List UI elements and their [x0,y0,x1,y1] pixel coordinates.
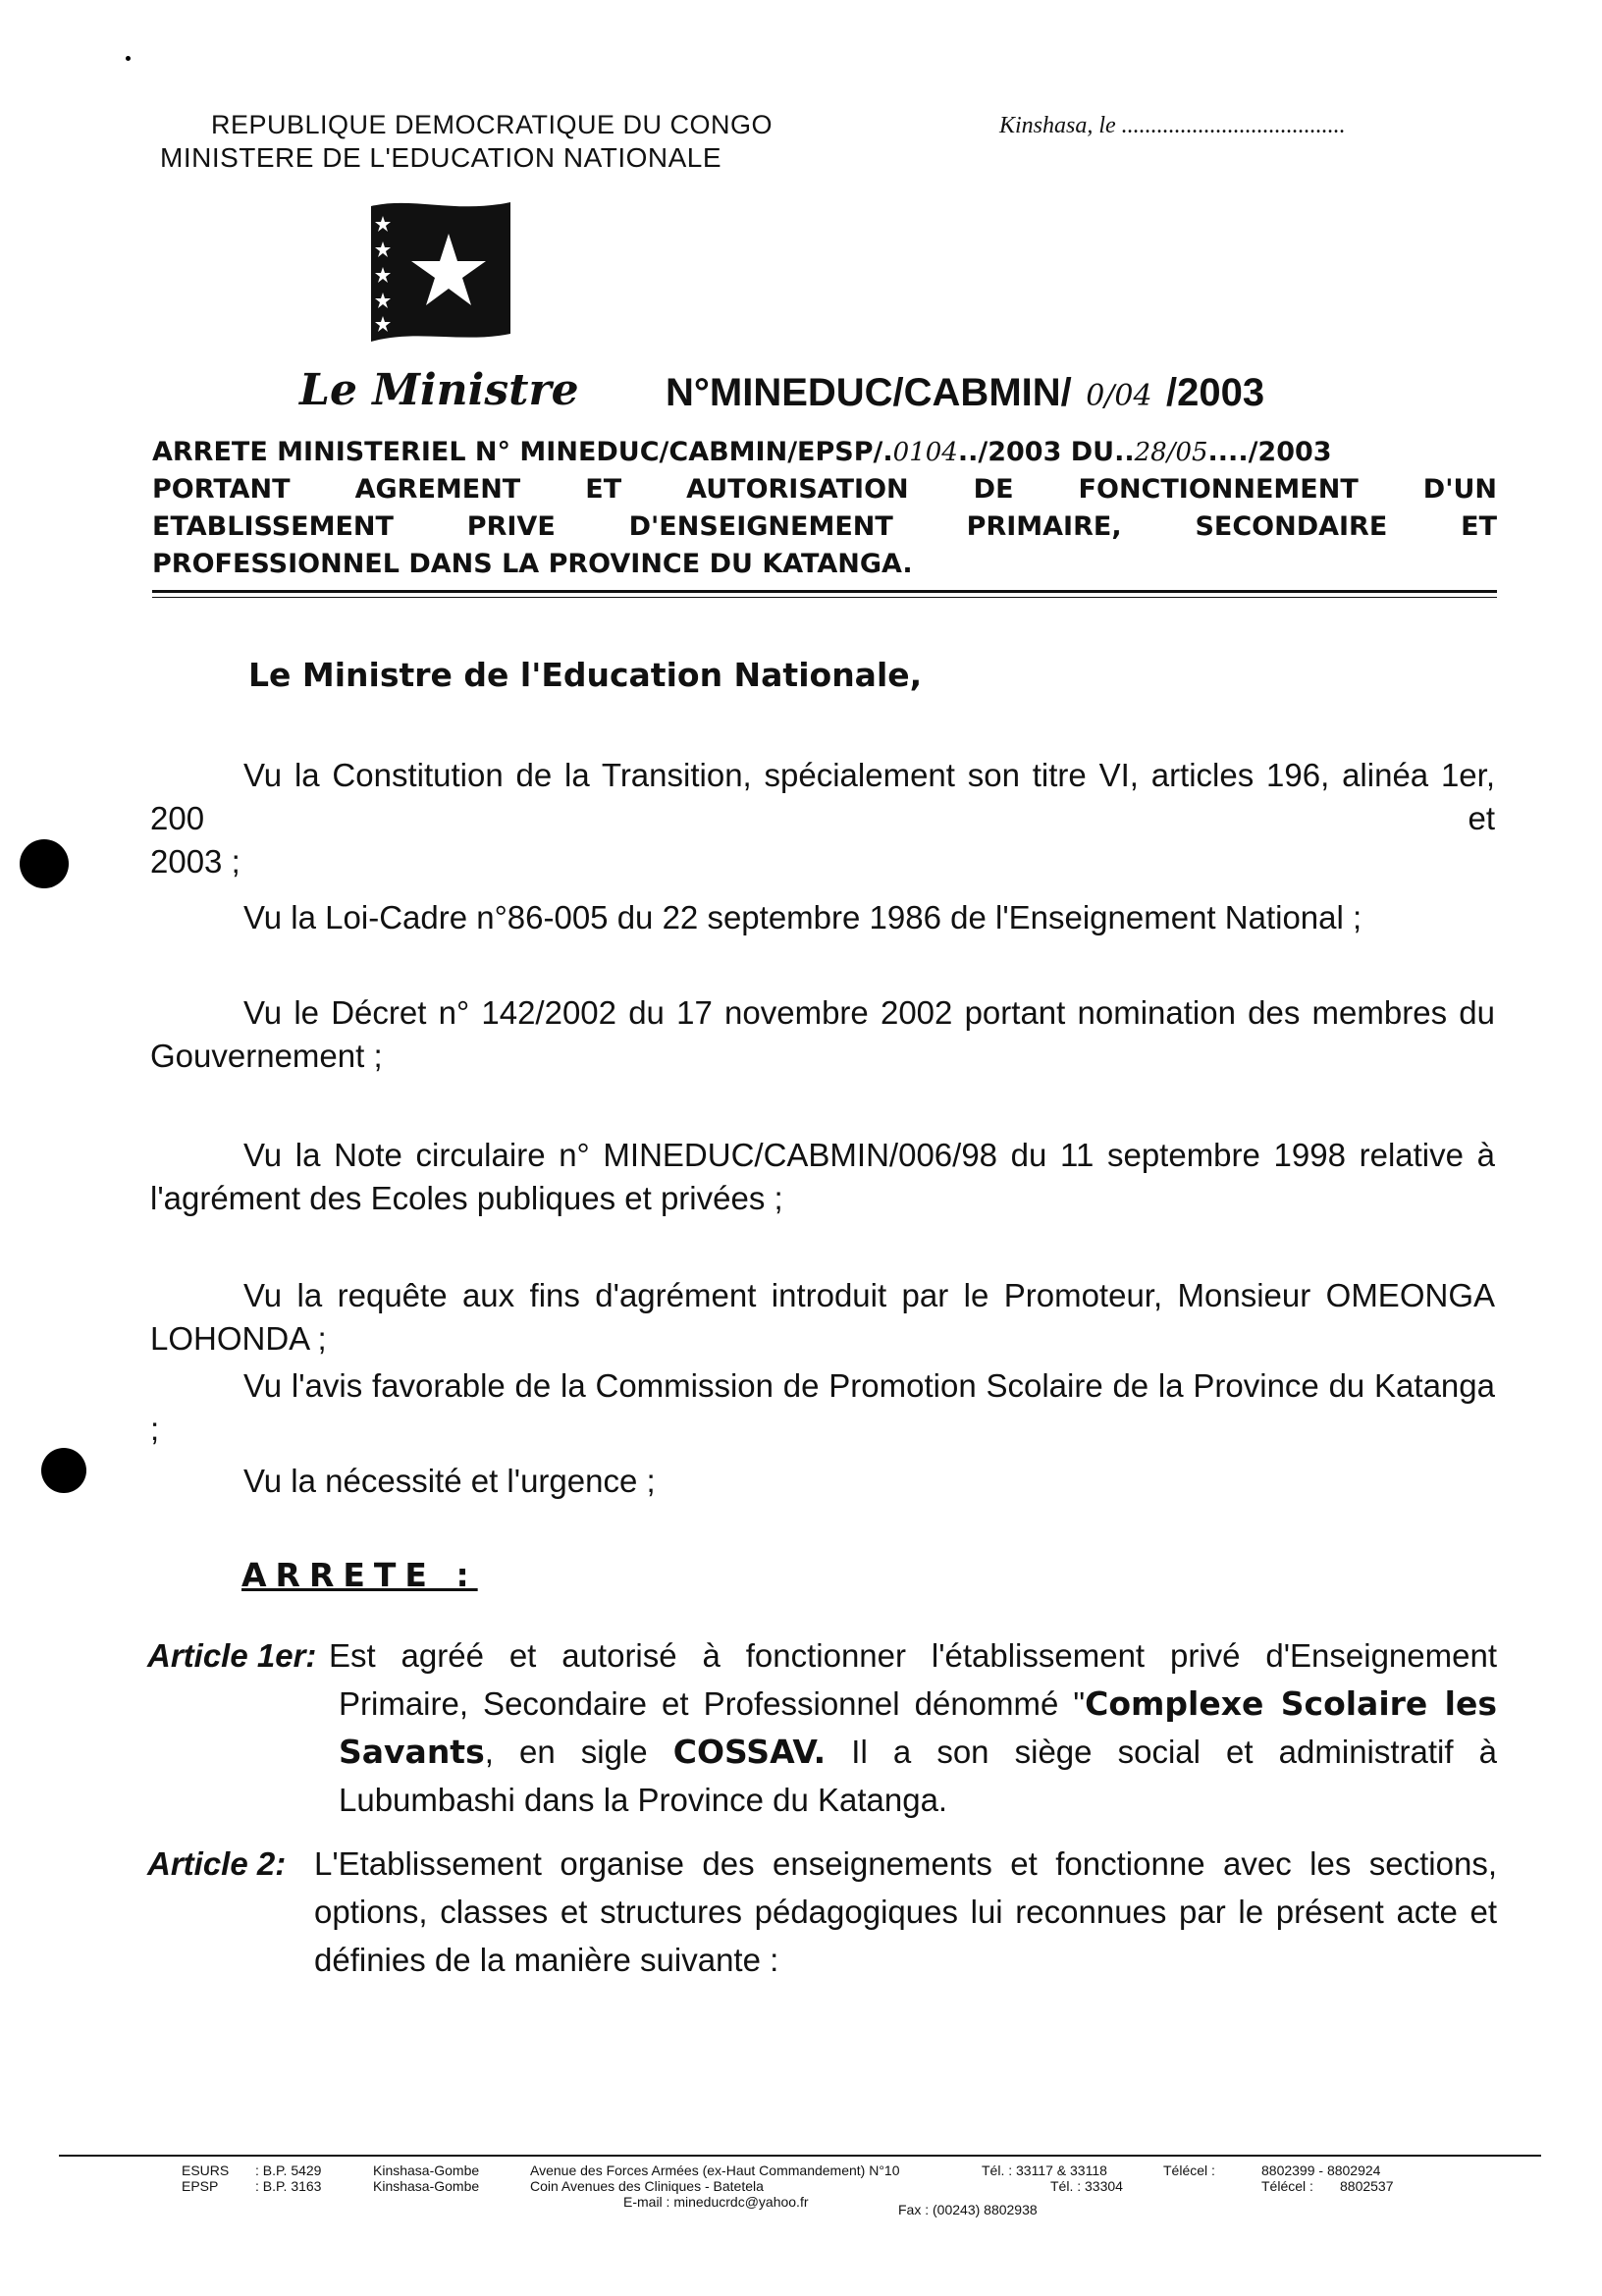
considerant-urgence: Vu la nécessité et l'urgence ; [243,1463,656,1499]
considerant-decret: Vu le Décret n° 142/2002 du 17 novembre 2002 portant nomination des membres du Gouvernement ; [150,994,1495,1074]
article1-label: Article 1er: [147,1637,317,1674]
ref-prefix: N°MINEDUC/CABMIN/ [666,371,1072,414]
footer-org-esurs: ESURS [182,2163,230,2178]
considerant-requete: Vu la requête aux fins d'agrément introduit par le Promoteur, Monsieur OMEONGA LOHONDA ; [150,1277,1495,1357]
considerant-loi-cadre: Vu la Loi-Cadre n°86-005 du 22 septembre 1986 de l'Enseignement National ; [243,899,1362,935]
footer-city-epsp: Kinshasa-Gombe [373,2178,480,2194]
republic-name: REPUBLIQUE DEMOCRATIQUE DU CONGO [211,110,774,139]
footer-telecel-label-epsp: Télécel : [1261,2178,1313,2194]
minister-heading: Le Ministre de l'Education Nationale, [248,656,923,694]
footer-telecel-esurs: 8802399 - 8802924 [1261,2163,1381,2178]
footer [182,2163,1458,2221]
title-underline-thin [152,597,1497,598]
footer-telecel-epsp: 8802537 [1340,2178,1394,2194]
article1-text: Est agréé et autorisé à fonctionner l'établissement privé d'Enseignement Primaire, Secondaire et Professionnel dénommé "Complexe Scolaire les Savants, en sigle COSSAV. Il a son siège social et administratif à Lubumbashi dans la Province du Katanga. [329,1637,1497,1818]
considerant-constitution: Vu la Constitution de la Transition, spécialement son titre VI, articles 196, alinéa 1er, 200 et 2003 ; [150,757,1495,880]
title-underline [152,590,1497,593]
ref-handwritten-number: 0/04 [1086,379,1152,413]
footer-email[interactable]: E-mail : mineducrdc@yahoo.fr [623,2194,809,2210]
ministry-name: MINISTERE DE L'EDUCATION NATIONALE [160,142,722,173]
decree-reference [666,371,1264,415]
footer-bp-esurs: : B.P. 5429 [255,2163,322,2178]
punch-hole-top [20,839,69,888]
footer-address-esurs: Avenue des Forces Armées (ex-Haut Commandement) N°10 [530,2163,900,2178]
footer-rule [59,2155,1541,2157]
place-date: Kinshasa, le ...................................... [999,113,1346,138]
footer-fax: Fax : (00243) 8802938 [898,2202,1038,2217]
flag-emblem-icon [363,196,520,353]
arrete-heading: ARRETE : [241,1556,478,1594]
considerant-avis: Vu l'avis favorable de la Commission de Promotion Scolaire de la Province du Katanga ; [150,1367,1495,1447]
arrete-title-line2: PORTANT AGREMENT ET AUTORISATION DE FONCTIONNEMENT D'UN [152,474,1497,505]
arrete-title [152,434,1497,583]
school-name: Complexe Scolaire les Savants [339,1684,1497,1771]
considerant-note-circulaire: Vu la Note circulaire n° MINEDUC/CABMIN/006/98 du 11 septembre 1998 relative à l'agrément des Ecoles publiques et privées ; [150,1137,1495,1216]
le-ministre-title: Le Ministre [299,365,579,415]
handwritten-arrete-date: 28/05 [1134,438,1208,467]
footer-bp-epsp: : B.P. 3163 [255,2178,322,2194]
arrete-title-line4: PROFESSIONNEL DANS LA PROVINCE DU KATANGA. [152,549,913,579]
ref-year: /2003 [1166,371,1265,414]
footer-address-epsp: Coin Avenues des Cliniques - Batetela [530,2178,764,2194]
arrete-title-line3: ETABLISSEMENT PRIVE D'ENSEIGNEMENT PRIMAIRE, SECONDAIRE ET [152,511,1497,542]
footer-telecel-label-esurs: Télécel : [1163,2163,1215,2178]
footer-org-epsp: EPSP [182,2178,219,2194]
handwritten-arrete-number: 0104 [892,438,958,467]
article2-label: Article 2: [147,1845,287,1882]
footer-city-esurs: Kinshasa-Gombe [373,2163,480,2178]
footer-tel-epsp: Tél. : 33304 [1050,2178,1123,2194]
footer-tel-esurs: Tél. : 33117 & 33118 [982,2163,1107,2178]
speck [126,56,131,61]
school-acronym: COSSAV. [672,1733,827,1771]
punch-hole-bottom [41,1448,86,1493]
arrete-title-line1: ARRETE MINISTERIEL N° MINEDUC/CABMIN/EPSP/.0104../2003 DU..28/05..../2003 [152,437,1332,467]
article2-text: L'Etablissement organise des enseignements et fonctionne avec les sections, options, classes et structures pédagogiques lui reconnues par le présent acte et définies de la manière suivante : [314,1845,1497,1978]
